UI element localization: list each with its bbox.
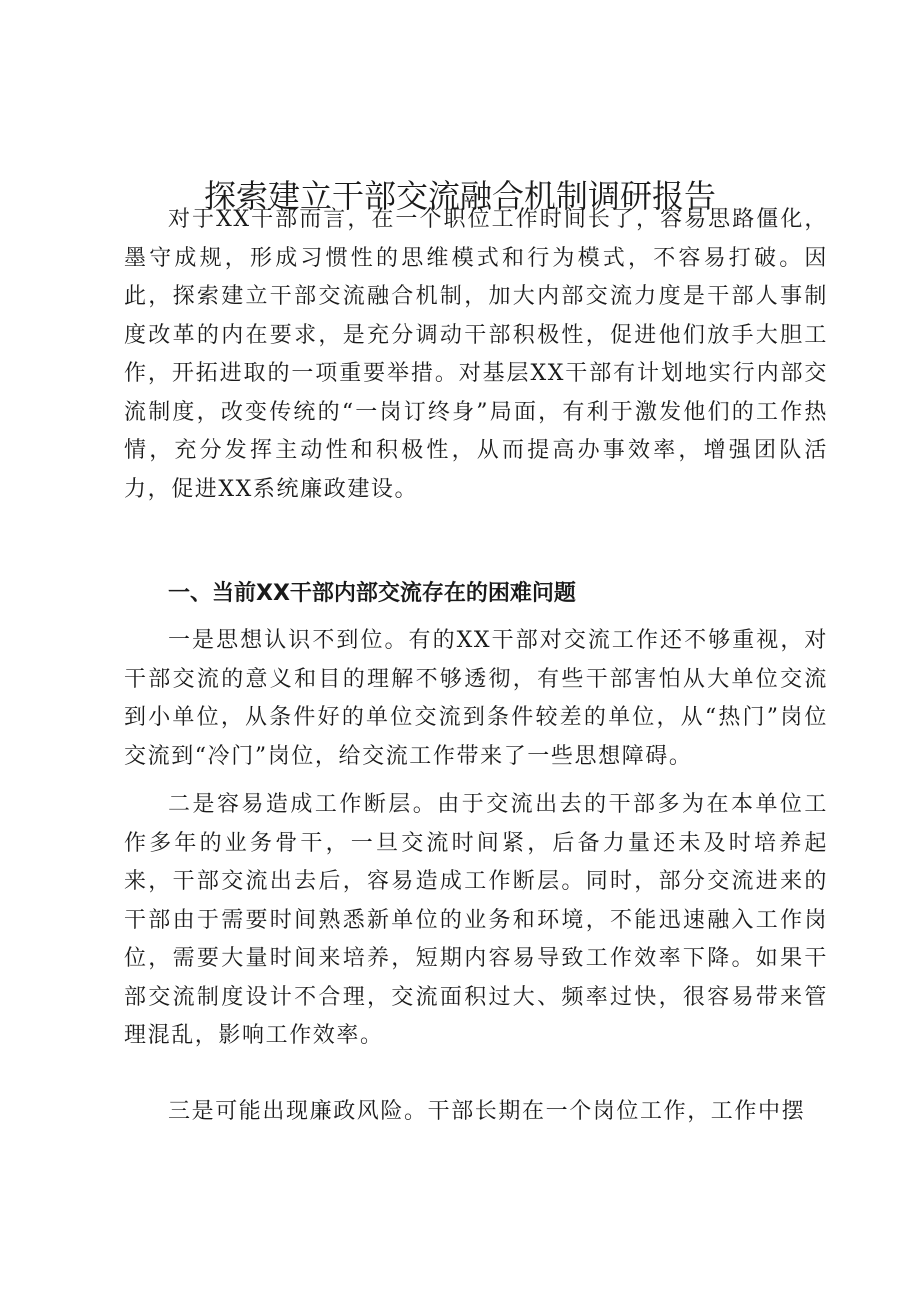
document-title: 探索建立干部交流融合机制调研报告 [203,177,716,215]
point-two-paragraph: 二是容易造成工作断层。由于交流出去的干部多为在本单位工作多年的业务骨干，一旦交流时间紧，后备力量还未及时培养起来，干部交流出去后，容易造成工作断层。同时，部分交流进来的干部由于需要时间熟悉新单位的业务和环境，不能迅速融入工作岗位，需要大量时间来培养，短期内容易导致工作效率下降。如果干部交流制度设计不合理，交流面积过大、频率过快，很容易带来管理混乱，影响工作效率。 [124,792,828,1048]
point-one-paragraph: 一是思想认识不到位。有的XX干部对交流工作还不够重视，对干部交流的意义和目的理解不够透彻，有些干部害怕从大单位交流到小单位，从条件好的单位交流到条件较差的单位，从“热门”岗位交流到“冷门”岗位，给交流工作带来了一些思想障碍。 [124,628,828,769]
section-one-heading: 一、当前XX干部内部交流存在的困难问题 [168,581,576,606]
intro-paragraph: 对于XX干部而言，在一个职位工作时间长了，容易思路僵化，墨守成规，形成习惯性的思维模式和行为模式，不容易打破。因此，探索建立干部交流融合机制，加大内部交流力度是干部人事制度改革的内在要求，是充分调动干部积极性，促进他们放手大胆工作，开拓进取的一项重要举措。对基层XX干部有计划地实行内部交流制度，改变传统的“一岗订终身”局面，有利于激发他们的工作热情，充分发挥主动性和积极性，从而提高办事效率，增强团队活力，促进XX系统廉政建设。 [124,207,828,502]
point-three-paragraph: 三是可能出现廉政风险。干部长期在一个岗位工作，工作中摆 [168,1099,806,1124]
